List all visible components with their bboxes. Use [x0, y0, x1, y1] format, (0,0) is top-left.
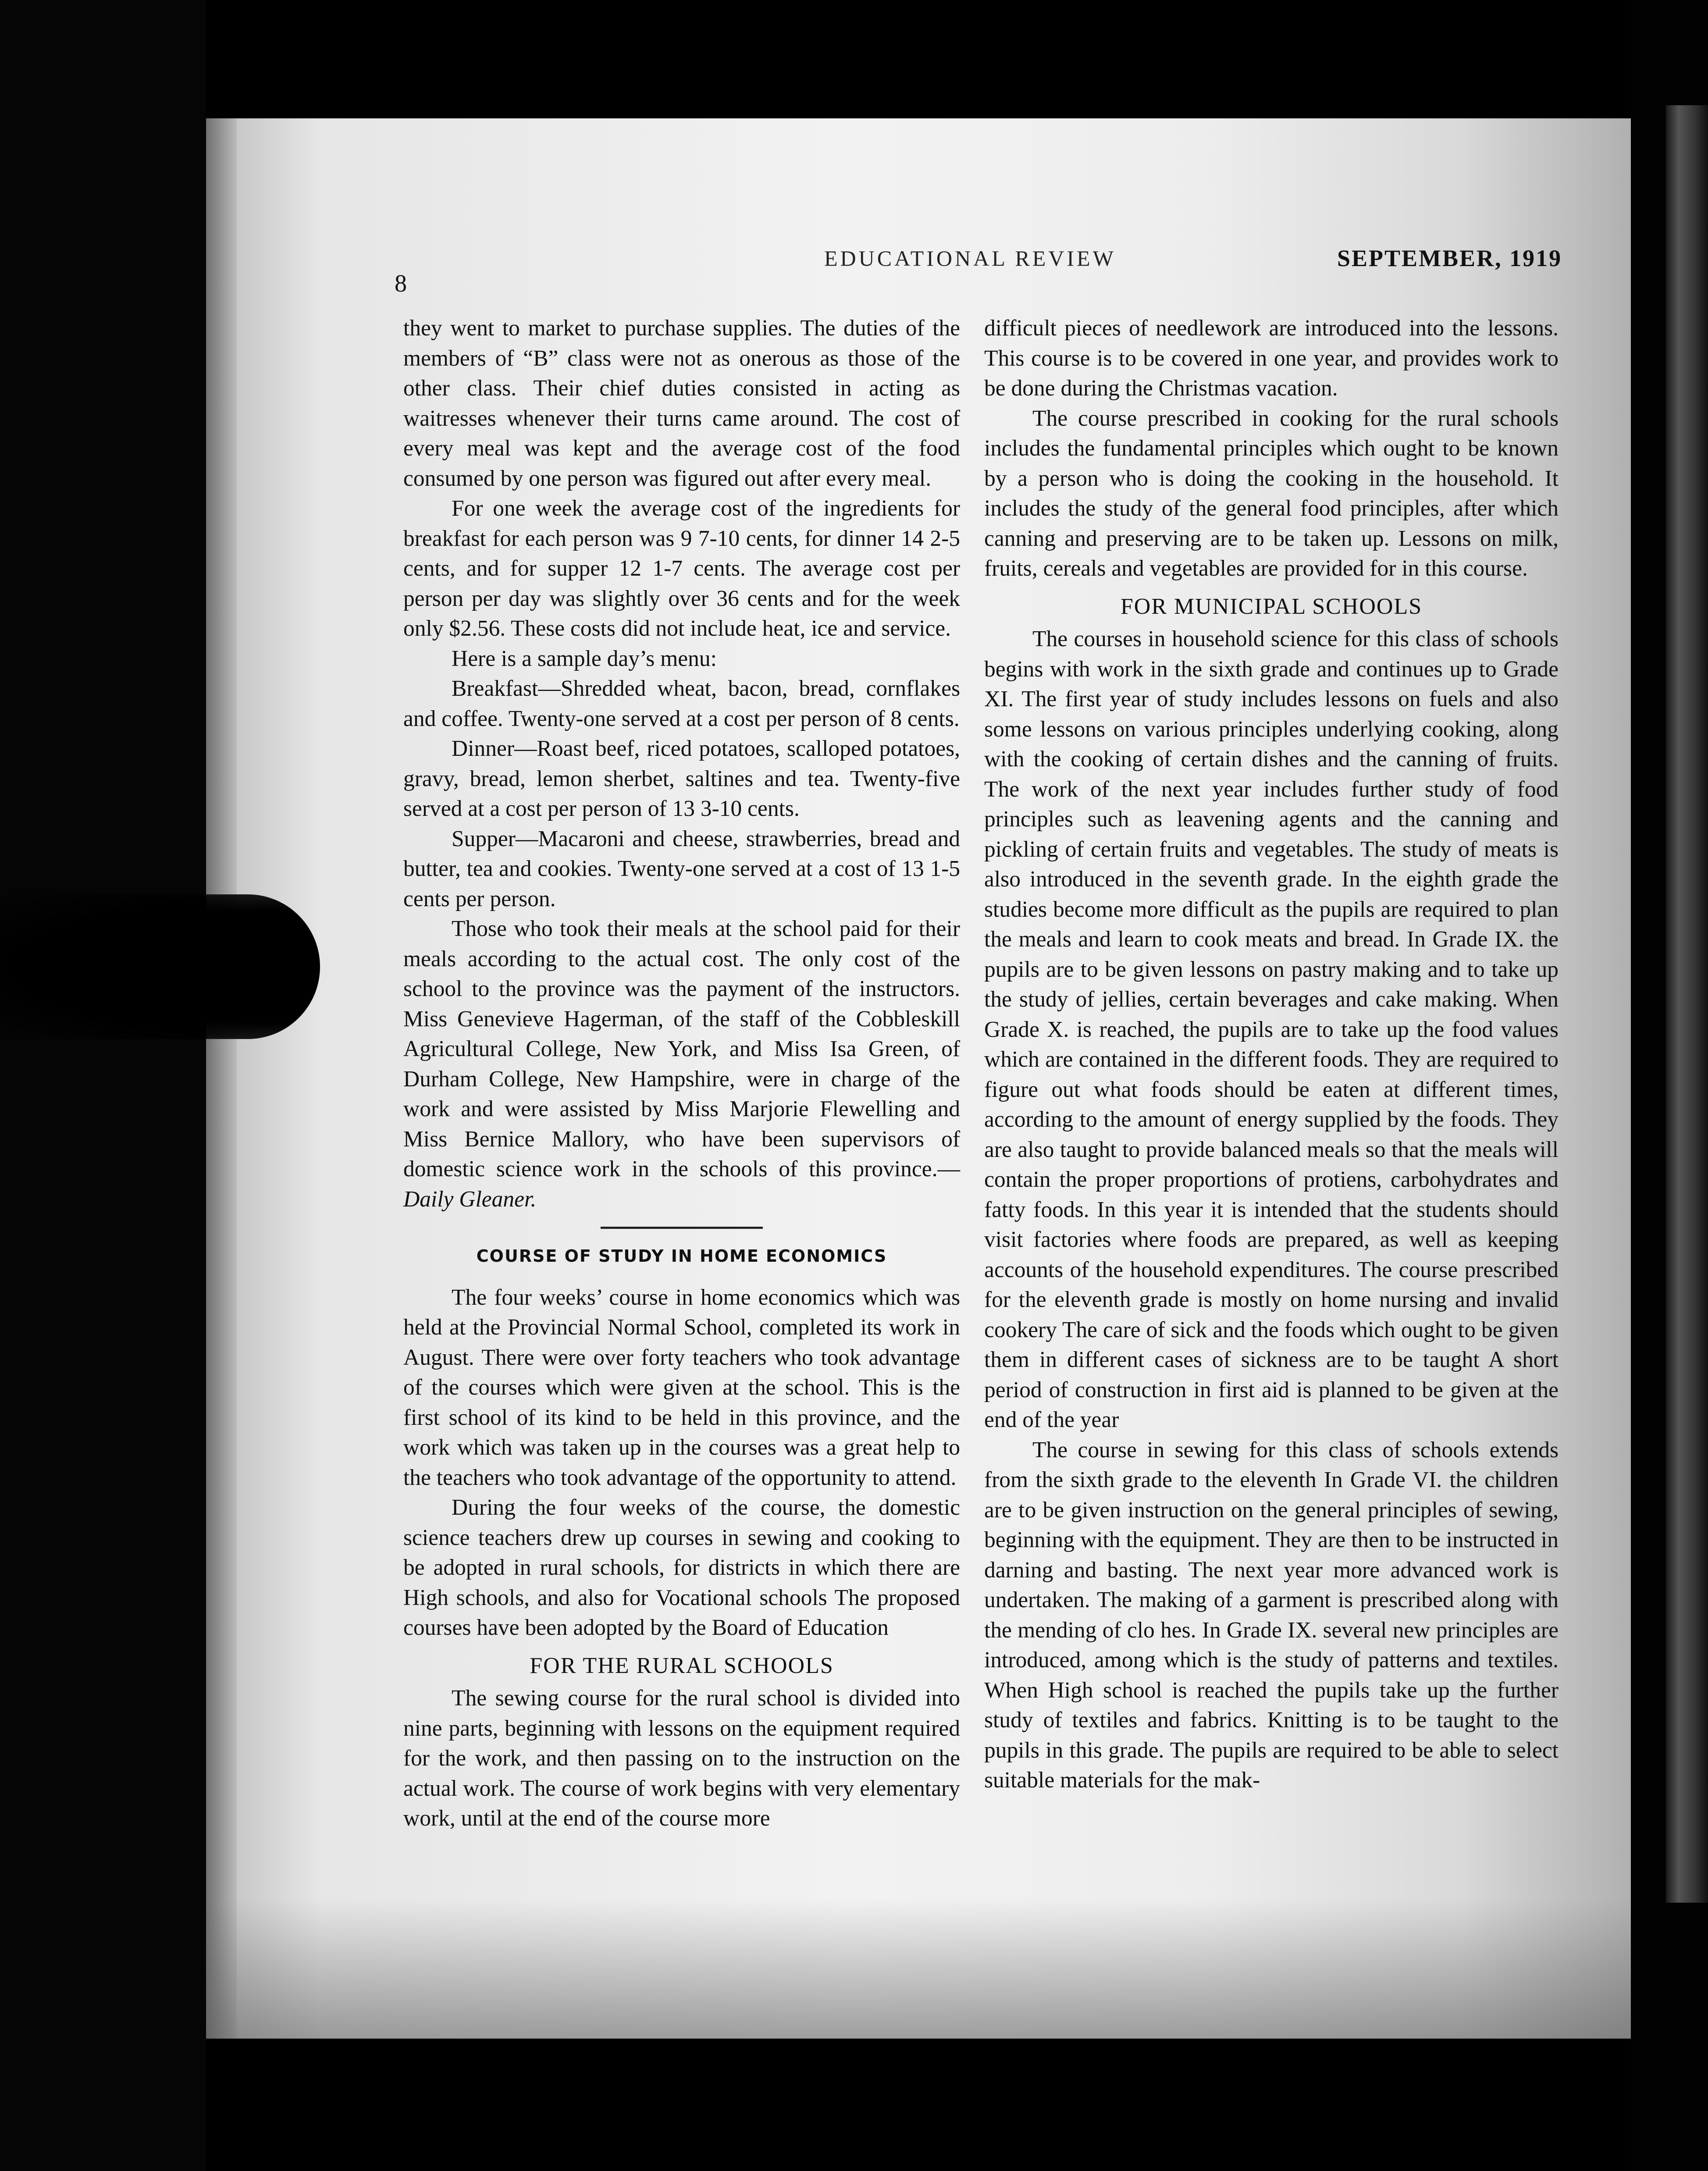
paragraph-with-credit: [403, 914, 960, 1214]
paragraph: Dinner—Roast beef, riced potatoes, scalloped potatoes, gravy, bread, lemon sherbet, saltines and tea. Twenty-five served at a cost per person of 13 3-10 cents.: [403, 736, 960, 821]
paragraph: they went to market to purchase supplies. The duties of the members of “B” class were not as onerous as those of the other class. Their chief duties consisted in acting as waitresses whenever their turns came around. The cost of every meal was kept and the average cost of the food consumed by one person was figured out after every meal.: [403, 316, 960, 491]
subsection-heading: FOR MUNICIPAL SCHOOLS: [1120, 594, 1423, 619]
paragraph-text: Those who took their meals at the school paid for their meals according to the actual cost. The only cost of the school to the province was the payment of the instructors. Miss Genevieve Hagerman, of the staff of the Cobbleskill Agricultural College, New York, and Miss Isa Green, of Durham College, New Hampshire, were in charge of the work and were assisted by Miss Marjorie Flewelling and Miss Bernice Mallory, who have been supervisors of domestic science work in the schools of this province.—: [403, 916, 960, 1182]
paragraph: Here is a sample day’s menu:: [452, 646, 717, 671]
paragraph: During the four weeks of the course, the domestic science teachers drew up courses in sewing and cooking to be adopted in rural schools, for districts in which there are High schools, and also for Vocational schools The proposed courses have been adopted by the Board of Education: [403, 1495, 960, 1640]
left-column: [403, 313, 960, 1834]
page-binding-shadow: [206, 118, 237, 2039]
page-bottom-shadow: [206, 1898, 1631, 2039]
paragraph: The sewing course for the rural school is divided into nine parts, beginning with lessons on the equipment required for the work, and then passing on to the instruction on the actual work. The course of work begins with very elementary work, until at the end of the course more: [403, 1686, 960, 1831]
paragraph: Breakfast—Shredded wheat, bacon, bread, cornflakes and coffee. Twenty-one served at a cost per person of 8 cents.: [403, 676, 960, 731]
subsection-heading: FOR THE RURAL SCHOOLS: [530, 1653, 834, 1678]
journal-title: EDUCATIONAL REVIEW: [824, 246, 1116, 270]
thumb-shadow: [0, 894, 320, 1039]
scan-background-left: [0, 0, 206, 2171]
paragraph: The course in sewing for this class of schools extends from the sixth grade to the eleventh In Grade VI. the children are to be given instruction on the general principles of sewing, beginning with the equipment. They are then to be instructed in darning and basting. The next year more advanced work is undertaken. The making of a garment is prescribed along with the mending of clo hes. In Grade IX. several new principles are introduced, among which is the study of patterns and textiles. When High school is reached the pupils take up the further study of textiles and fabrics. Knitting is to be taught to the pupils in this grade. The pupils are required to be able to select suitable materials for the mak-: [984, 1437, 1559, 1793]
paragraph: The course prescribed in cooking for the rural schools includes the fundamental principles which ought to be known by a person who is doing the cooking in the household. It includes the study of the general food principles, after which canning and preserving are to be taken up. Lessons on milk, fruits, cereals and vegetables are provided for in this course.: [984, 406, 1559, 581]
paragraph: The four weeks’ course in home economics which was held at the Provincial Normal School, completed its work in August. There were over forty teachers who took advantage of the courses which were given at the school. This is the first school of its kind to be held in this province, and the work which was taken up in the courses was a great help to the teachers who took advantage of the opportunity to attend.: [403, 1285, 960, 1490]
section-heading: COURSE OF STUDY IN HOME ECONOMICS: [476, 1246, 887, 1266]
right-column: [984, 313, 1559, 1796]
paragraph: difficult pieces of needlework are introduced into the lessons. This course is to be covered in one year, and provides work to be done during the Christmas vacation.: [984, 316, 1559, 401]
paragraph: The courses in household science for this class of schools begins with work in the sixth grade and continues up to Grade XI. The first year of study includes lessons on fuels and also some lessons on various principles underlying cooking, along with the cooking of certain dishes and the canning of fruits. The work of the next year includes further study of food principles such as leavening agents and the canning and pickling of certain fruits and vegetables. The study of meats is also introduced in the seventh grade. In the eighth grade the studies become more difficult as the pupils are required to plan the meals and learn to cook meats and bread. In Grade IX. the pupils are to be given lessons on pastry making and to take up the study of jellies, certain beverages and cake making. When Grade X. is reached, the pupils are to take up the food values which are contained in the different foods. They are required to figure out what foods should be eaten at different times, according to the amount of energy supplied by the foods. They are also taught to provide balanced meals so that the meals will contain the proper proportions of protiens, carbohydrates and fatty foods. In this year it is intended that the students should visit factories where foods are prepared, as well as keeping accounts of the household expenditures. The course prescribed for the eleventh grade is mostly on home nursing and invalid cookery The care of sick and the foods which ought to be given them in different cases of sickness are to be taught A short period of construction in first aid is planned to be given at the end of the year: [984, 626, 1559, 1432]
issue-date: SEPTEMBER, 1919: [1337, 245, 1562, 271]
page-number: 8: [395, 270, 407, 297]
paragraph: Supper—Macaroni and cheese, strawberries, bread and butter, tea and cookies. Twenty-one served at a cost of 13 1-5 cents per person.: [403, 826, 960, 911]
next-page-edge: [1666, 105, 1708, 1903]
divider: [601, 1227, 763, 1229]
source-credit: Daily Gleaner.: [403, 1186, 537, 1212]
paragraph: For one week the average cost of the ingredients for breakfast for each person was 9 7-10 cents, for dinner 14 2-5 cents, and for supper 12 1-7 cents. The average cost per person per day was slightly over 36 cents and for the week only $2.56. These costs did not include heat, ice and service.: [403, 496, 960, 641]
